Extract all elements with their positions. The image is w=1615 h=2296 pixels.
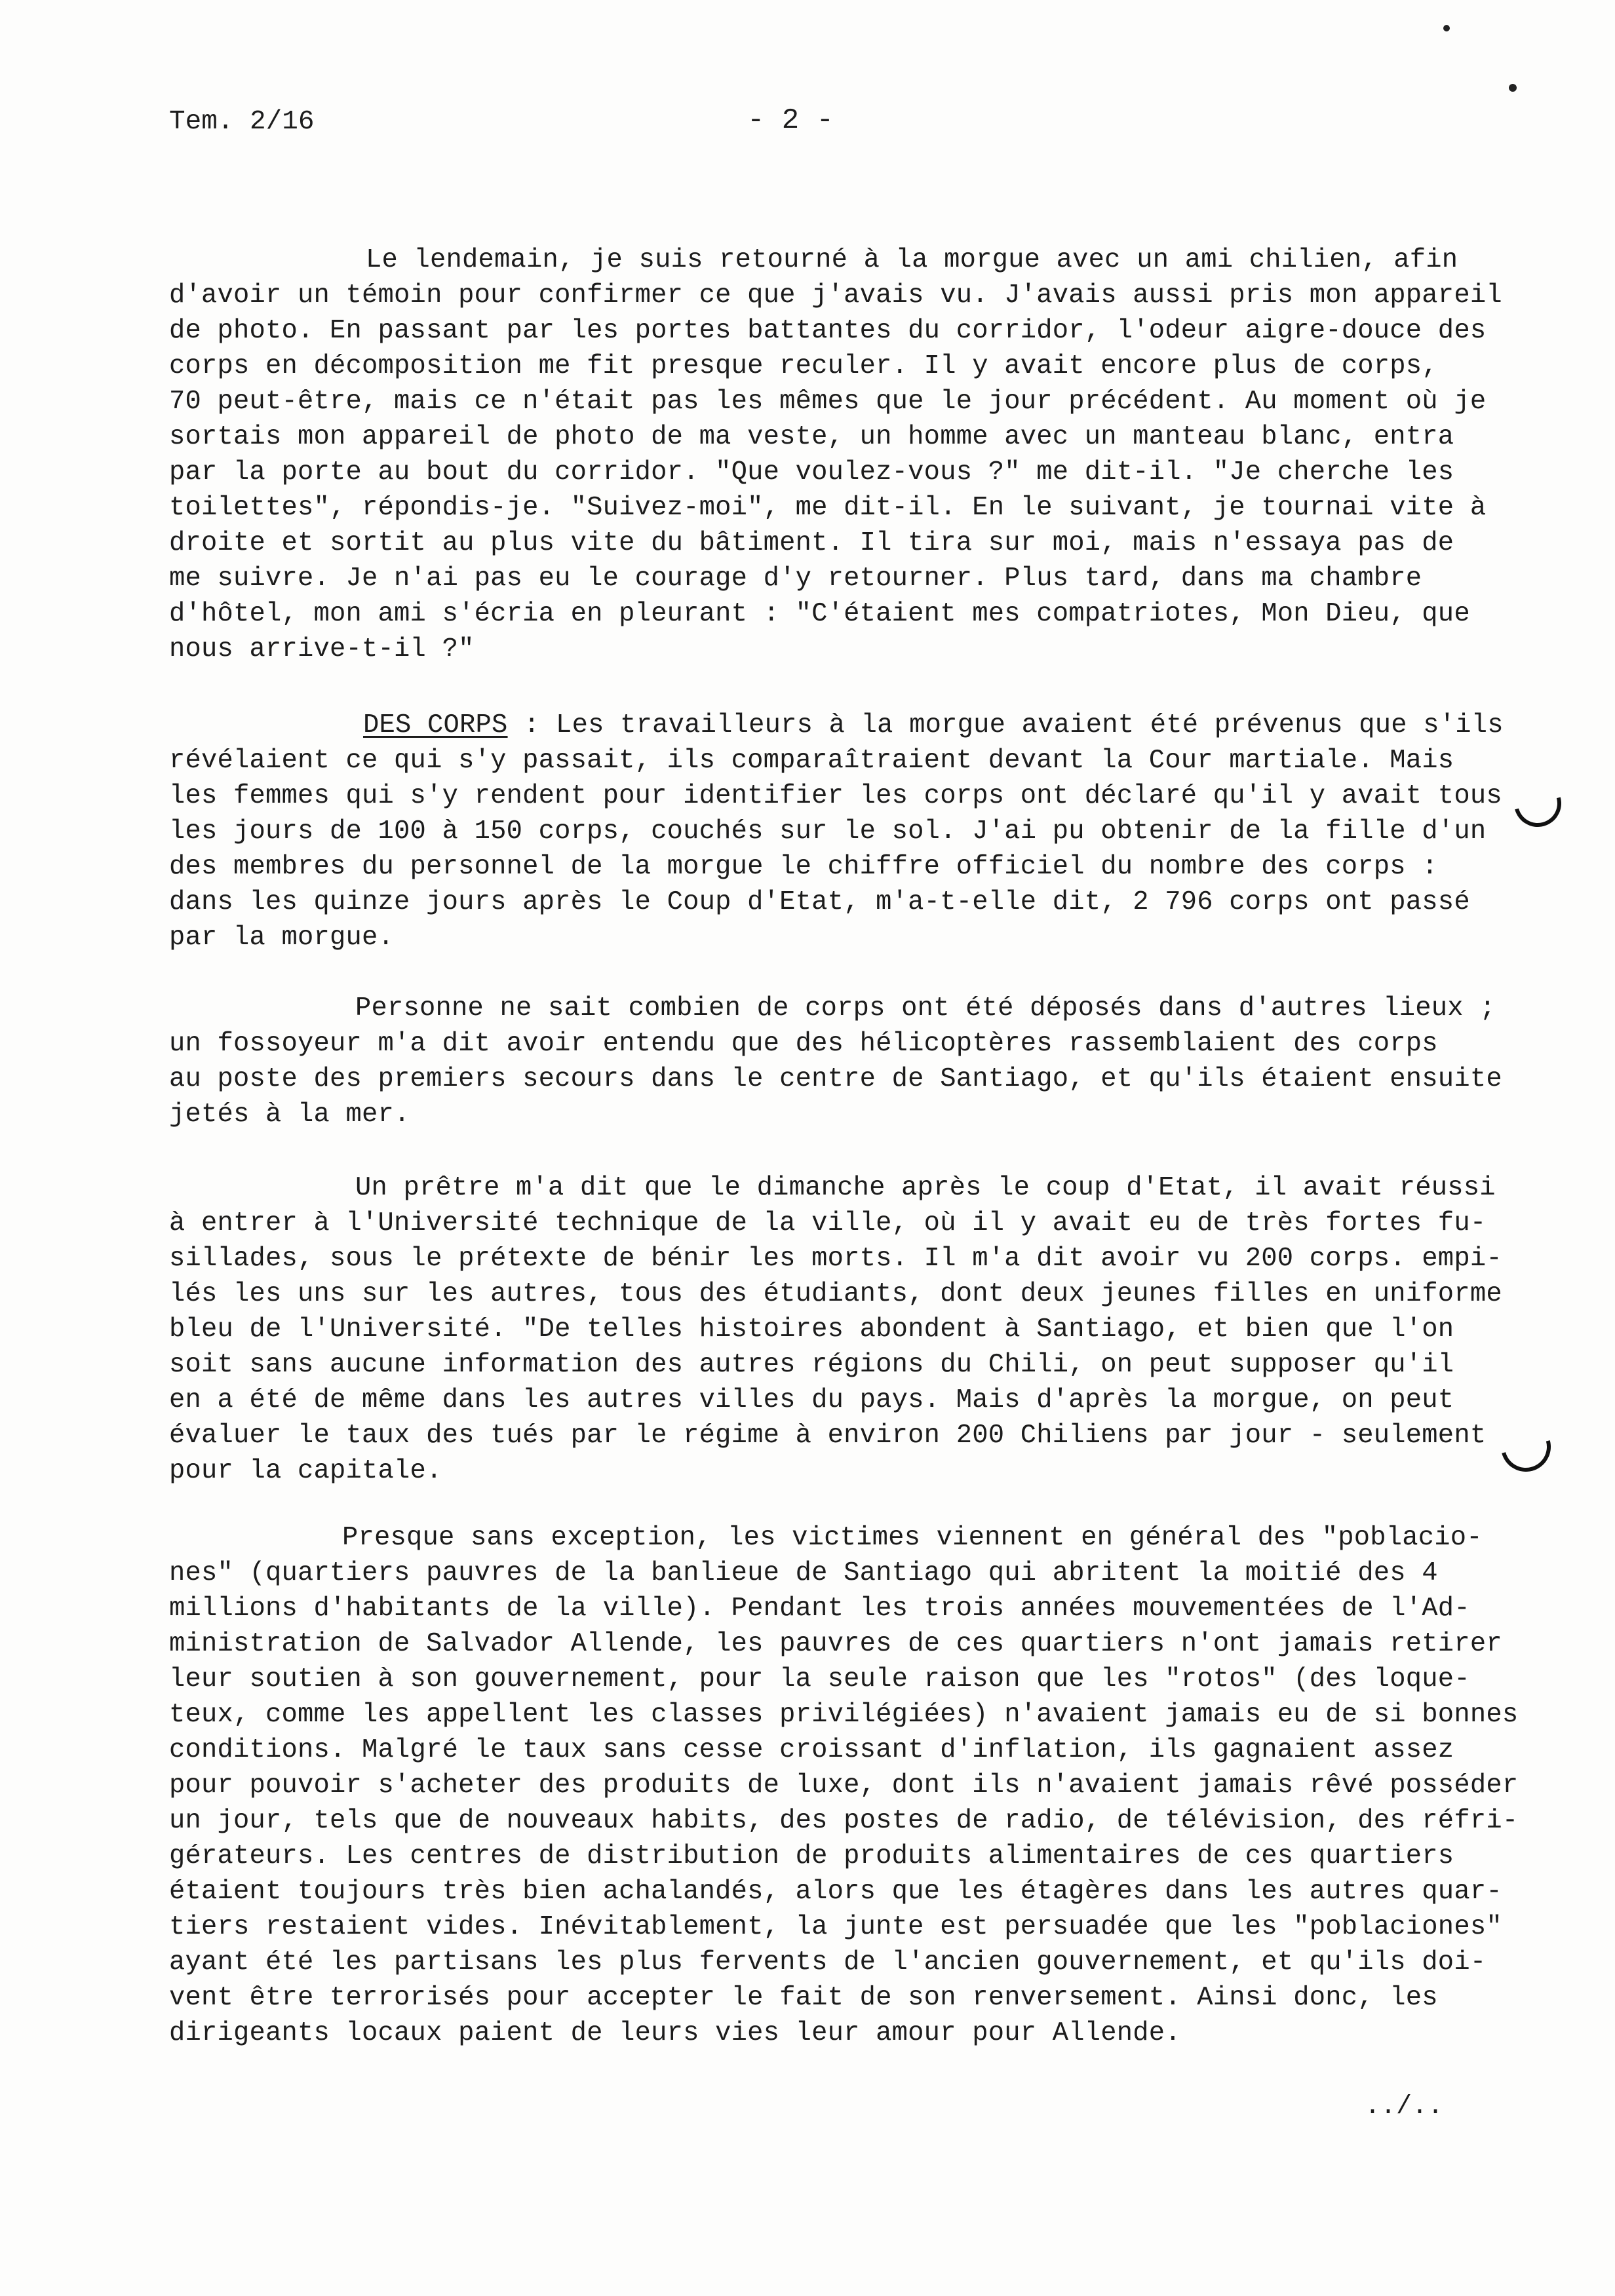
paragraph-3 bbox=[169, 991, 1532, 1132]
text-line: millions d'habitants de la ville). Pendant les trois années mouvementées de l'Ad- bbox=[169, 1594, 1470, 1624]
scan-speck bbox=[1443, 25, 1450, 31]
paragraph-4 bbox=[169, 1170, 1532, 1489]
text-line: sillades, sous le prétexte de bénir les morts. Il m'a dit avoir vu 200 corps. empi- bbox=[169, 1244, 1502, 1274]
text-line: les jours de 100 à 150 corps, couchés sur le sol. J'ai pu obtenir de la fille d'un bbox=[169, 816, 1487, 847]
text-line: teux, comme les appellent les classes privilégiées) n'avaient jamais eu de si bonnes bbox=[169, 1700, 1519, 1730]
paragraph-1 bbox=[169, 242, 1532, 667]
text-line: sortais mon appareil de photo de ma veste, un homme avec un manteau blanc, entra bbox=[169, 422, 1454, 452]
text-line: un jour, tels que de nouveaux habits, des postes de radio, de télévision, des réfri- bbox=[169, 1806, 1519, 1836]
text-line: lés les uns sur les autres, tous des étudiants, dont deux jeunes filles en uniforme bbox=[169, 1279, 1502, 1309]
text-line: révélaient ce qui s'y passait, ils comparaîtraient devant la Cour martiale. Mais bbox=[169, 746, 1454, 776]
page-number: - 2 - bbox=[747, 104, 834, 137]
text-line: vent être terrorisés pour accepter le fait de son renversement. Ainsi donc, les bbox=[169, 1983, 1438, 2013]
text-line: Presque sans exception, les victimes viennent en général des "poblacio- bbox=[342, 1523, 1483, 1553]
text-line: à entrer à l'Université technique de la ville, où il y avait eu de très fortes fu- bbox=[169, 1208, 1487, 1238]
text-line: leur soutien à son gouvernement, pour la seule raison que les "rotos" (des loque- bbox=[169, 1664, 1470, 1694]
text-line: toilettes", répondis-je. "Suivez-moi", me dit-il. En le suivant, je tournai vite à bbox=[169, 493, 1487, 523]
text-line: nous arrive-t-il ?" bbox=[169, 634, 475, 664]
text-line bbox=[169, 708, 1532, 743]
text-line: pour pouvoir s'acheter des produits de luxe, dont ils n'avaient jamais rêvé posséder bbox=[169, 1770, 1519, 1801]
text-line: droite et sortit au plus vite du bâtiment. Il tira sur moi, mais n'essaya pas de bbox=[169, 528, 1454, 558]
text-line: de photo. En passant par les portes battantes du corridor, l'odeur aigre-douce des bbox=[169, 316, 1487, 346]
text-line: pour la capitale. bbox=[169, 1456, 442, 1486]
text-line: d'avoir un témoin pour confirmer ce que j'avais vu. J'avais aussi pris mon appareil bbox=[169, 280, 1502, 311]
text-line: Personne ne sait combien de corps ont été déposés dans d'autres lieux ; bbox=[355, 993, 1496, 1024]
scan-speck bbox=[1509, 84, 1517, 92]
text-line: nes" (quartiers pauvres de la banlieue de Santiago qui abritent la moitié des 4 bbox=[169, 1558, 1438, 1588]
text-line: Un prêtre m'a dit que le dimanche après le coup d'Etat, il avait réussi bbox=[355, 1173, 1496, 1203]
text-line: en a été de même dans les autres villes du pays. Mais d'après la morgue, on peut bbox=[169, 1385, 1454, 1415]
text-line: soit sans aucune information des autres régions du Chili, on peut supposer qu'il bbox=[169, 1350, 1454, 1380]
text-line: jetés à la mer. bbox=[169, 1100, 410, 1130]
text-line: dirigeants locaux paient de leurs vies leur amour pour Allende. bbox=[169, 2018, 1181, 2048]
text-line: corps en décomposition me fit presque reculer. Il y avait encore plus de corps, bbox=[169, 351, 1438, 381]
text-line: d'hôtel, mon ami s'écria en pleurant : "C'étaient mes compatriotes, Mon Dieu, que bbox=[169, 599, 1470, 629]
document-reference: Tem. 2/16 bbox=[169, 107, 315, 137]
paragraph-5 bbox=[169, 1520, 1532, 2051]
text-line: conditions. Malgré le taux sans cesse croissant d'inflation, ils gagnaient assez bbox=[169, 1735, 1454, 1765]
text-line: des membres du personnel de la morgue le chiffre officiel du nombre des corps : bbox=[169, 852, 1438, 882]
text-line: gérateurs. Les centres de distribution de produits alimentaires de ces quartiers bbox=[169, 1841, 1454, 1871]
text-line: me suivre. Je n'ai pas eu le courage d'y retourner. Plus tard, dans ma chambre bbox=[169, 564, 1422, 594]
continuation-mark: ../.. bbox=[1365, 2092, 1444, 2122]
text-line: 70 peut-être, mais ce n'était pas les mêmes que le jour précédent. Au moment où je bbox=[169, 387, 1487, 417]
text-line: dans les quinze jours après le Coup d'Etat, m'a-t-elle dit, 2 796 corps ont passé bbox=[169, 887, 1470, 917]
text-line: évaluer le taux des tués par le régime à environ 200 Chiliens par jour - seulement bbox=[169, 1421, 1487, 1451]
text-line: bleu de l'Université. "De telles histoires abondent à Santiago, et bien que l'on bbox=[169, 1314, 1454, 1345]
text-line: par la porte au bout du corridor. "Que voulez-vous ?" me dit-il. "Je cherche les bbox=[169, 457, 1454, 488]
paragraph-des-corps bbox=[169, 708, 1532, 955]
text-line: au poste des premiers secours dans le centre de Santiago, et qu'ils étaient ensuite bbox=[169, 1064, 1502, 1094]
section-heading: DES CORPS bbox=[363, 710, 508, 740]
text-line: un fossoyeur m'a dit avoir entendu que des hélicoptères rassemblaient des corps bbox=[169, 1029, 1438, 1059]
text-line: ayant été les partisans les plus fervents de l'ancien gouvernement, et qu'ils doi- bbox=[169, 1947, 1487, 1978]
text-line: étaient toujours très bien achalandés, alors que les étagères dans les autres quar- bbox=[169, 1877, 1502, 1907]
text-line: tiers restaient vides. Inévitablement, la junte est persuadée que les "poblaciones" bbox=[169, 1912, 1502, 1942]
text-line-rest: : Les travailleurs à la morgue avaient été prévenus que s'ils bbox=[507, 710, 1504, 740]
text-line: par la morgue. bbox=[169, 923, 395, 953]
text-line: ministration de Salvador Allende, les pauvres de ces quartiers n'ont jamais retirer bbox=[169, 1629, 1502, 1659]
text-line: Le lendemain, je suis retourné à la morgue avec un ami chilien, afin bbox=[366, 245, 1458, 275]
text-line: les femmes qui s'y rendent pour identifier les corps ont déclaré qu'il y avait tous bbox=[169, 781, 1502, 811]
